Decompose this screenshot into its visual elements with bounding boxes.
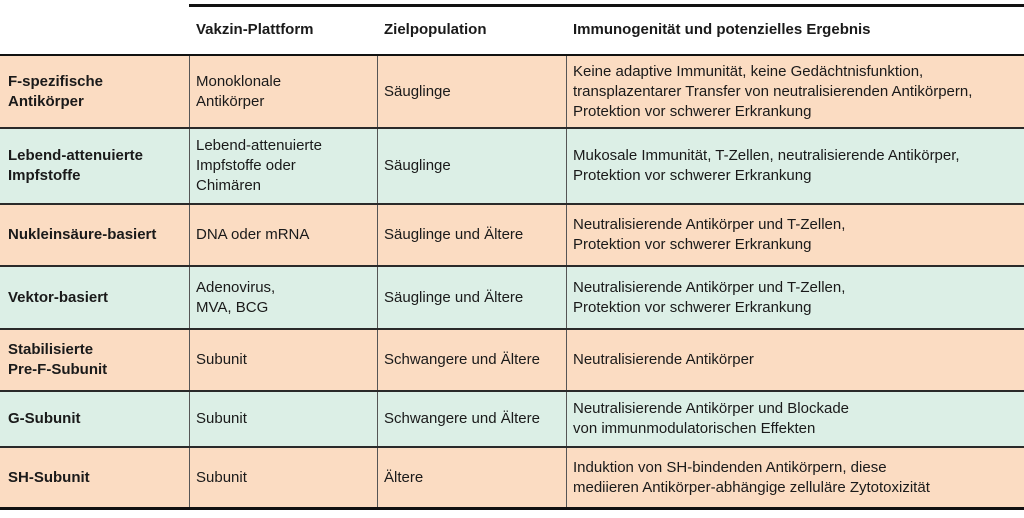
column-separator [189, 392, 190, 446]
header-population: Zielpopulation [384, 21, 487, 38]
row-name: Vektor-basiert [8, 288, 109, 306]
header-top-rule [189, 4, 1024, 7]
row-platform: Adenovirus, MVA, BCG [196, 278, 276, 316]
row-name-cell [8, 267, 188, 328]
row-result: Neutralisierende Antikörper und T-Zellen, Protektion vor schwerer Erkrankung [573, 216, 846, 253]
row-population: Ältere [384, 468, 424, 486]
row-population: Säuglinge [384, 157, 451, 174]
row-result: Induktion von SH-bindenden Antikörpern, diese mediieren Antikörper-abhängige zelluläre Zytotoxizität [573, 458, 930, 496]
row-name: F-spezifische Antikörper [8, 72, 104, 110]
column-separator [377, 330, 378, 390]
row-result-cell [573, 448, 1023, 507]
row-result-cell [573, 392, 1023, 446]
row-platform-cell [196, 205, 376, 265]
row-population-cell [384, 448, 569, 507]
row-population: Säuglinge und Ältere [384, 288, 524, 306]
row-platform-cell [196, 56, 376, 127]
row-population: Säuglinge und Ältere [384, 226, 524, 243]
row-name-cell [8, 392, 188, 446]
header-immunogenicity: Immunogenität und potenzielles Ergebnis [573, 21, 871, 38]
row-platform-cell [196, 129, 376, 203]
row-result-cell [573, 267, 1023, 328]
column-separator [189, 129, 190, 203]
column-separator [377, 205, 378, 265]
table-row [0, 129, 1024, 205]
row-name-cell [8, 330, 188, 390]
row-population-cell [384, 392, 569, 446]
row-result-cell [573, 56, 1023, 127]
row-population-cell [384, 205, 569, 265]
row-result: Neutralisierende Antikörper und Blockade von immunmodulatorischen Effekten [573, 400, 849, 437]
row-result: Neutralisierende Antikörper und T-Zellen, Protektion vor schwerer Erkrankung [573, 278, 846, 316]
column-separator [377, 56, 378, 127]
row-population: Schwangere und Ältere [384, 351, 540, 368]
column-separator [377, 448, 378, 507]
column-separator [189, 205, 190, 265]
row-result: Keine adaptive Immunität, keine Gedächtnisfunktion, transplazentarer Transfer von neutralisierenden Antikörpern, Protektion vor schwerer Erkrankung [573, 62, 973, 120]
row-population: Schwangere und Ältere [384, 410, 540, 427]
row-platform: Subunit [196, 351, 247, 368]
row-name: Stabilisierte Pre-F-Subunit [8, 341, 108, 378]
column-separator [377, 267, 378, 328]
row-platform-cell [196, 392, 376, 446]
row-platform-cell [196, 330, 376, 390]
column-separator [189, 267, 190, 328]
row-name-cell [8, 129, 188, 203]
column-separator [377, 392, 378, 446]
row-result-cell [573, 129, 1023, 203]
row-platform: Subunit [196, 468, 247, 486]
row-platform: DNA oder mRNA [196, 226, 310, 243]
row-population-cell [384, 330, 569, 390]
header-platform: Vakzin-Plattform [196, 21, 314, 38]
row-name-cell [8, 448, 188, 507]
table-row [0, 56, 1024, 129]
row-population-cell [384, 56, 569, 127]
row-platform: Subunit [196, 410, 247, 427]
row-population-cell [384, 267, 569, 328]
table-row [0, 330, 1024, 392]
row-result-cell [573, 330, 1023, 390]
row-result: Mukosale Immunität, T-Zellen, neutralisierende Antikörper, Protektion vor schwerer Erkrankung [573, 147, 960, 184]
row-name: Nukleinsäure-basiert [8, 226, 157, 243]
row-name-cell [8, 56, 188, 127]
row-platform: Lebend-attenuierte Impfstoffe oder Chimären [196, 137, 322, 194]
column-separator [189, 330, 190, 390]
table-row [0, 205, 1024, 267]
row-result-cell [573, 205, 1023, 265]
row-name: SH-Subunit [8, 468, 90, 486]
table-row [0, 267, 1024, 330]
row-platform-cell [196, 448, 376, 507]
row-result: Neutralisierende Antikörper [573, 351, 754, 368]
row-platform: Monoklonale Antikörper [196, 72, 282, 110]
table-row [0, 448, 1024, 510]
row-population-cell [384, 129, 569, 203]
row-name: Lebend-attenuierte Impfstoffe [8, 147, 144, 184]
column-separator [377, 129, 378, 203]
table-header [0, 0, 1024, 56]
row-name: G-Subunit [8, 410, 81, 427]
column-separator [189, 56, 190, 127]
row-population: Säuglinge [384, 82, 451, 100]
row-name-cell [8, 205, 188, 265]
table-row [0, 392, 1024, 448]
column-separator [189, 448, 190, 507]
row-platform-cell [196, 267, 376, 328]
